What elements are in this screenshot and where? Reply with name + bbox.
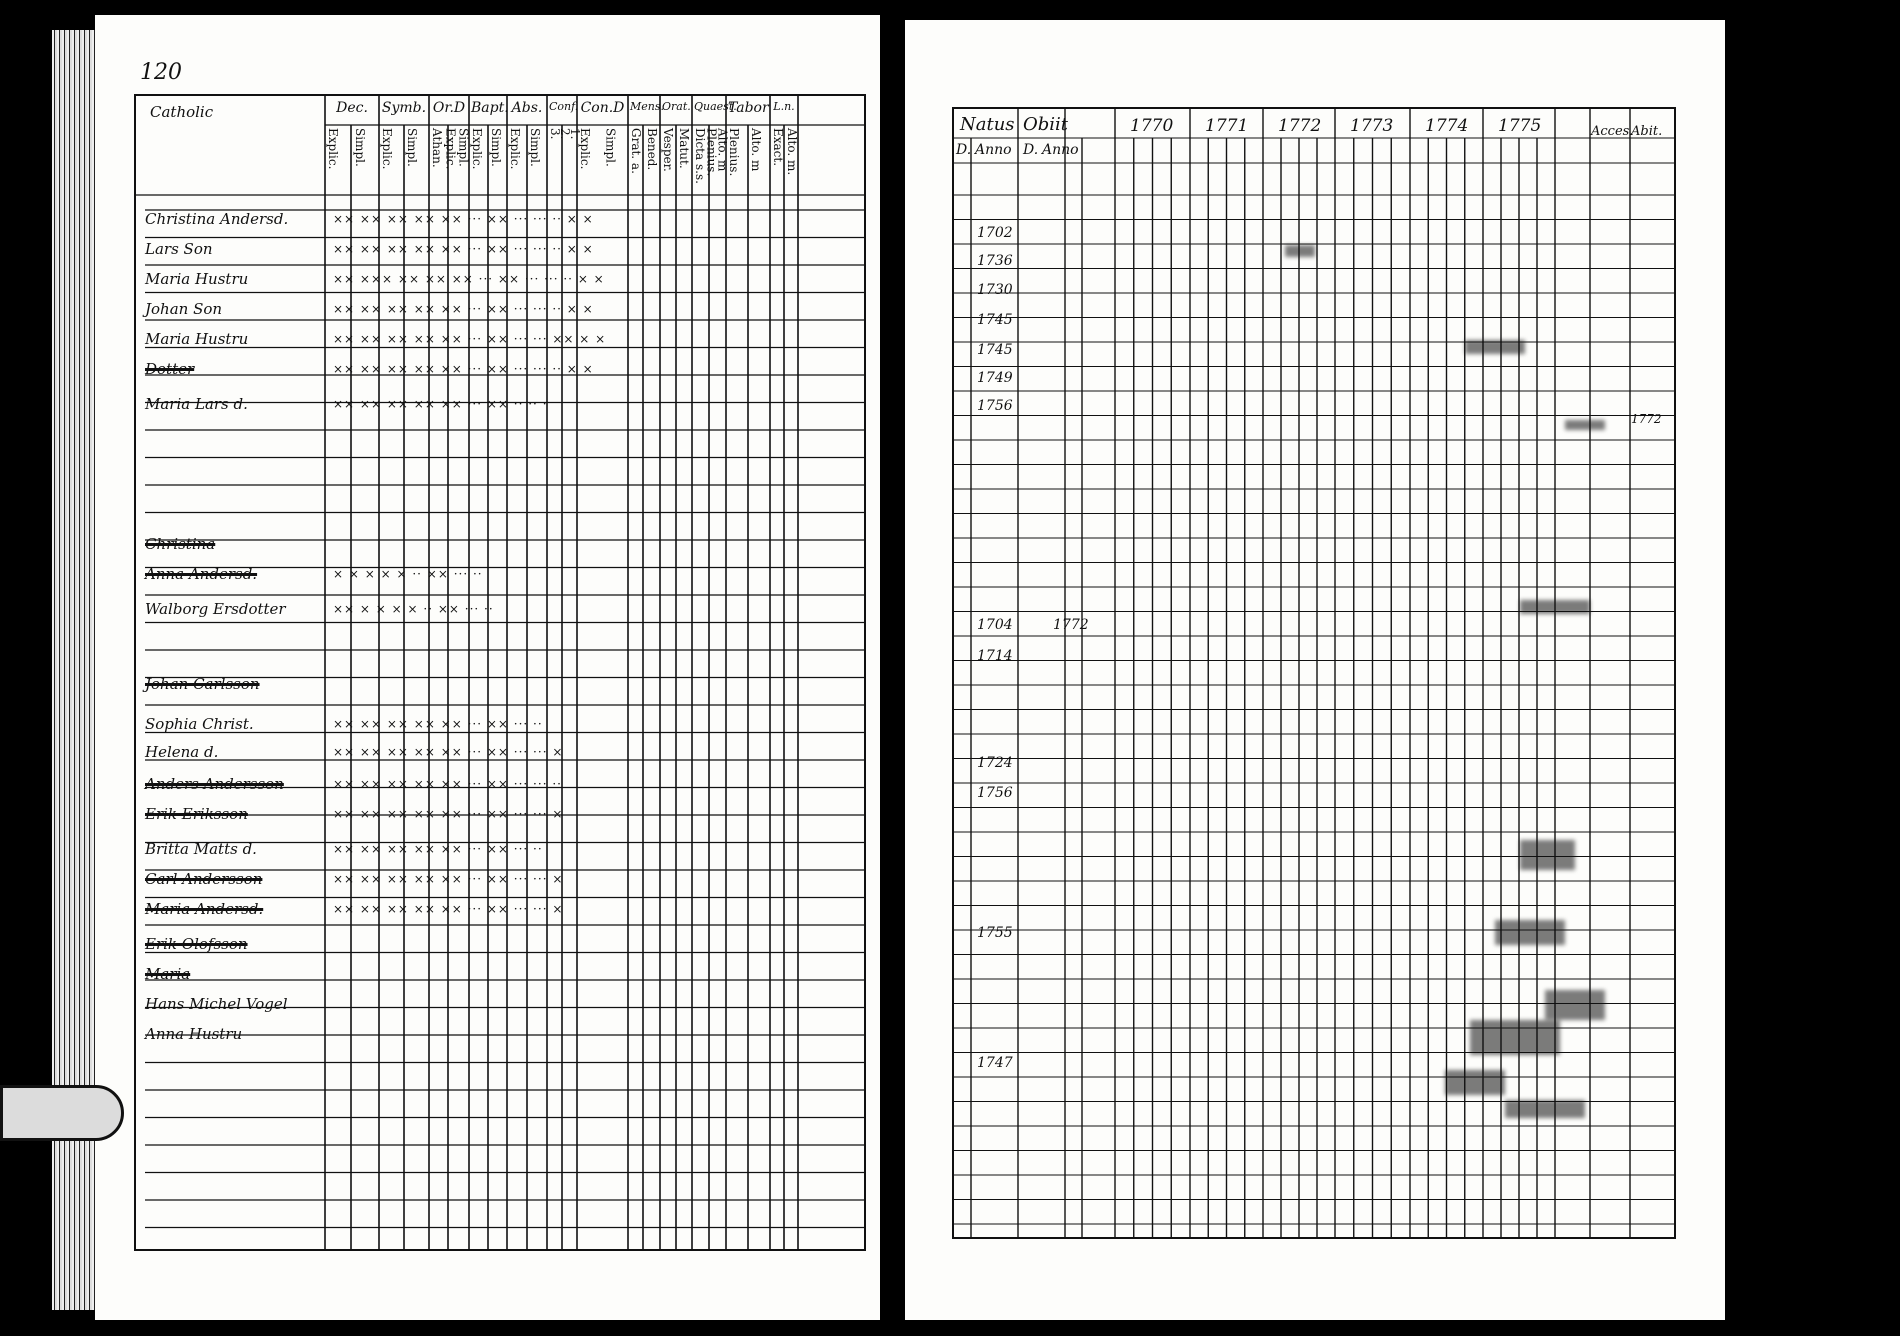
column-header-6: Con.D (580, 100, 625, 116)
column-subheader: Simpl. (456, 128, 471, 167)
row-name: Erik Olofsson (145, 935, 248, 953)
row-marks: ×× ×× ×× ×× ×× ··· ×× ··· ··· × (333, 902, 564, 916)
column-subheader: Explic. (470, 128, 484, 170)
row-name: Anders Andersson (145, 775, 284, 793)
birth-year: 1704 (977, 617, 1013, 633)
abit-header: Abit. (1631, 124, 1663, 139)
ink-smudge (1520, 840, 1575, 870)
right-page-grid (905, 20, 1725, 1320)
column-subheader: Plenius. (727, 128, 741, 177)
natus-day-header: D. (956, 142, 972, 158)
column-subheader: Simpl. (353, 128, 367, 167)
column-header-2: Or.D (432, 100, 466, 116)
row-name: Britta Matts d. (145, 840, 257, 858)
row-name: Hans Michel Vogel (145, 995, 288, 1013)
year-header-1774: 1774 (1425, 116, 1469, 136)
row-name: Johan Son (145, 300, 223, 318)
row-name: Lars Son (145, 240, 213, 258)
row-name: Maria Hustru (145, 330, 249, 348)
column-subheader: Simpl. (528, 128, 542, 167)
row-marks: ×× ×× ×× ×× ×× ··· ×× ··· ·· (333, 717, 543, 731)
column-header-10: Tabor (728, 100, 769, 116)
ink-smudge (1465, 340, 1525, 354)
row-name: Christina Andersd. (145, 210, 289, 228)
column-subheader: Plenius. (704, 128, 719, 177)
row-name: Anna Andersd. (145, 565, 258, 583)
natus-header: Natus (960, 114, 1015, 135)
column-subheader: Matut. (677, 128, 691, 169)
column-header-4: Abs. (511, 100, 543, 116)
ink-smudge (1565, 420, 1605, 430)
row-name: Johan Carlsson (145, 675, 260, 693)
column-subheader: 1. (568, 128, 582, 140)
abit-note: 1772 (1631, 412, 1662, 426)
row-name: Maria (145, 965, 191, 983)
column-header-5: Conf. (549, 100, 579, 113)
column-subheader: Explic. (443, 128, 458, 170)
accessit-header: Acces. (1591, 124, 1634, 139)
row-marks: × × × × × ·· ×× ··· ·· (333, 567, 483, 581)
row-marks: ×× ×× ×× ×× ×× ··· ×× ··· ··· ·· × × (333, 362, 594, 376)
obiit-day-header: D. (1023, 142, 1039, 158)
birth-year: 1736 (977, 253, 1013, 269)
column-header-0: Dec. (336, 100, 368, 116)
birth-year: 1749 (977, 370, 1013, 386)
column-header-1: Symb. (381, 100, 427, 116)
row-name: Sophia Christ. (145, 715, 254, 733)
left-ledger-page (95, 15, 880, 1320)
column-subheader: Exact. (771, 128, 785, 167)
row-marks: ×× × × × × ·· ×× ··· ·· (333, 602, 494, 616)
column-subheader: Athan. (430, 128, 444, 168)
year-header-1772: 1772 (1278, 116, 1322, 136)
column-header-8: Orat. (662, 100, 691, 113)
year-header-1775: 1775 (1498, 116, 1542, 136)
birth-year: 1747 (977, 1055, 1013, 1071)
death-year: 1772 (1053, 617, 1089, 633)
birth-year: 1745 (977, 342, 1013, 358)
name-column-header: Catholic (150, 103, 214, 121)
row-marks: ×× ×× ×× ×× ×× ··· ×× ··· ··· × (333, 745, 564, 759)
birth-year: 1756 (977, 398, 1013, 414)
row-marks: ×× ×× ×× ×× ×× ··· ×× ··· ··· ×× × × (333, 332, 607, 346)
column-subheader: Explic. (380, 128, 394, 170)
obiit-anno-header: Anno (1042, 142, 1079, 158)
obiit-header: Obiit (1023, 114, 1069, 135)
row-marks: ×× ×× ×× ×× ×× ··· ×× ··· ··· ·· (333, 777, 562, 791)
row-name: Erik Eriksson (145, 805, 248, 823)
row-marks: ×× ×× ×× ×× ×× ··· ×× ··· ··· ·· × × (333, 302, 594, 316)
column-subheader: Alto. m (749, 128, 763, 172)
year-header-1770: 1770 (1130, 116, 1174, 136)
column-subheader: Explic. (508, 128, 522, 170)
column-subheader: Alto. m (715, 128, 730, 172)
row-marks: ×× ××× ×× ×× ×× ··· ×× ··· ··· ·· × × (333, 272, 605, 286)
row-name: Maria Hustru (145, 270, 249, 288)
birth-year: 1730 (977, 282, 1013, 298)
row-name: Anna Hustru (145, 1025, 243, 1043)
column-subheader: Bened. (645, 128, 659, 171)
row-marks: ×× ×× ×× ×× ×× ··· ×× ·· ·· · (333, 397, 548, 411)
row-name: Helena d. (145, 743, 219, 761)
row-name: Maria Lars d. (145, 395, 248, 413)
birth-year: 1724 (977, 755, 1013, 771)
right-ledger-page (905, 20, 1725, 1320)
row-marks: ×× ×× ×× ×× ×× ··· ×× ··· ··· ·· × × (333, 212, 594, 226)
column-subheader: Alto. m. (785, 128, 799, 176)
row-name: Carl Andersson (145, 870, 263, 888)
row-marks: ×× ×× ×× ×× ×× ··· ×× ··· ··· × (333, 872, 564, 886)
row-name: Walborg Ersdotter (145, 600, 286, 618)
birth-year: 1745 (977, 312, 1013, 328)
year-header-1771: 1771 (1205, 116, 1249, 136)
birth-year: 1702 (977, 225, 1013, 241)
birth-year: 1756 (977, 785, 1013, 801)
column-subheader: Dicta s.s. (693, 128, 707, 184)
row-marks: ×× ×× ×× ×× ×× ··· ×× ··· ··· × (333, 807, 564, 821)
column-header-3: Bapt. (471, 100, 509, 116)
column-subheader: Simpl. (603, 128, 618, 167)
ink-smudge (1495, 920, 1565, 945)
column-header-11: L.n. (773, 100, 795, 113)
row-name: Christina (145, 535, 216, 553)
column-subheader: Simpl. (405, 128, 419, 167)
column-subheader: Explic. (326, 128, 340, 170)
column-subheader: Grat. a. (629, 128, 643, 174)
ink-smudge (1470, 1020, 1560, 1055)
column-header-9: Quaest. (694, 100, 737, 113)
natus-anno-header: Anno (975, 142, 1012, 158)
birth-year: 1714 (977, 648, 1013, 664)
column-subheader: 3. (548, 128, 562, 140)
ink-smudge (1505, 1100, 1585, 1118)
row-name: Dotter (145, 360, 195, 378)
ink-smudge (1520, 600, 1590, 614)
ink-smudge (1445, 1070, 1505, 1095)
ink-smudge (1285, 245, 1315, 257)
thumb (0, 1085, 124, 1141)
column-header-7: Mens. (630, 100, 664, 113)
birth-year: 1755 (977, 925, 1013, 941)
column-subheader: 2. (558, 128, 572, 140)
ink-smudge (1545, 990, 1605, 1020)
page-number: 120 (140, 60, 182, 85)
column-subheader: Explic. (578, 128, 592, 170)
column-subheader: Simpl. (489, 128, 503, 167)
row-name: Maria Andersd. (145, 900, 264, 918)
year-header-1773: 1773 (1350, 116, 1394, 136)
row-marks: ×× ×× ×× ×× ×× ··· ×× ··· ·· (333, 842, 543, 856)
row-marks: ×× ×× ×× ×× ×× ··· ×× ··· ··· ·· × × (333, 242, 594, 256)
column-subheader: Vesper. (661, 128, 675, 172)
